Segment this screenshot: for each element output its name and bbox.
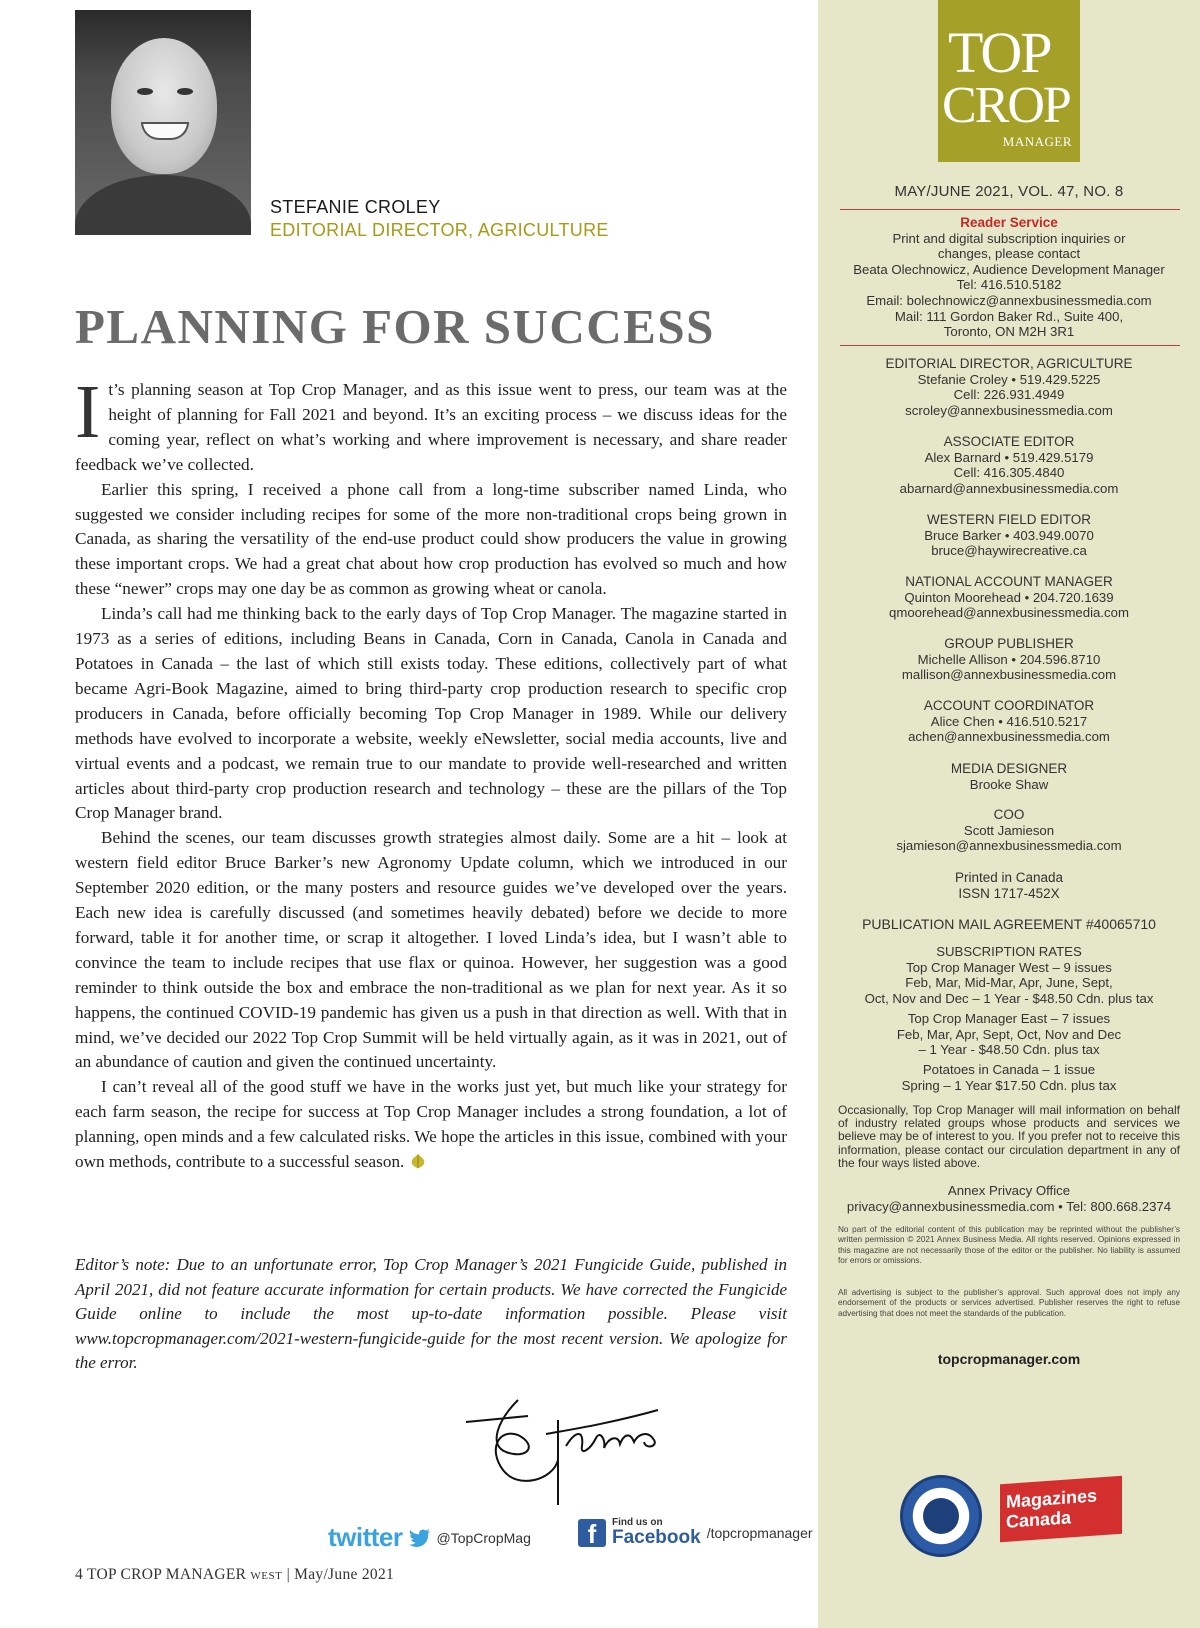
facebook-find-label: Find us on bbox=[612, 1517, 663, 1528]
publication-mail-agreement: PUBLICATION MAIL AGREEMENT #40065710 bbox=[862, 916, 1156, 932]
article-body bbox=[75, 370, 787, 1175]
footer-edition: WEST bbox=[250, 1570, 283, 1582]
article-paragraph: Linda’s call had me thinking back to the early days of Top Crop Manager. The magazine started in 1973 as a series of editions, including Beans in Canada, Corn in Canada, Canola in Canada and Potatoes in Canada – the last of which still exists today. These editions, collectively part of what became Agri-Book Magazine, aimed to bring third-party crop production research to specific crop producers in Canada, before officially becoming Top Crop Manager in 1989. While our delivery methods have evolved to incorporate a website, weekly eNewsletter, social media accounts, live and virtual events and a podcast, we remain true to our mandate to provide well-researched and written articles about third-party crop production research and technology – these are the pillars of the Top Crop Manager brand. bbox=[75, 604, 787, 823]
footer-magazine: TOP CROP MANAGER bbox=[86, 1566, 247, 1583]
editors-note: Editor’s note: Due to an unfortunate error, Top Crop Manager’s 2021 Fungicide Guide, published in April 2021, did not feature accurate information for certain products. We have corrected the Fungicide Guide online to include the most up-to-date information possible. Please visit www.topcropmanager.com/2021-western-fungicide-guide for the most recent version. We apologize for the error. bbox=[75, 1255, 787, 1372]
mailing-notice: Occasionally, Top Crop Manager will mail information on behalf of industry related groups whose products and services we believe may be of interest to you. If you prefer not to receive this information, please contact our circulation department in any of the four ways listed above. bbox=[838, 1103, 1180, 1170]
leaf-icon bbox=[409, 1152, 427, 1170]
staff-associate-editor: ASSOCIATE EDITOR Alex Barnard • 519.429.5179 Cell: 416.305.4840 abarnard@annexbusinessmedia.com bbox=[899, 434, 1119, 496]
facebook-handle: /topcropmanager bbox=[706, 1524, 813, 1541]
author-role: EDITORIAL DIRECTOR, AGRICULTURE bbox=[270, 220, 609, 240]
twitter-bird-icon bbox=[409, 1529, 431, 1547]
subscription-potatoes: Potatoes in Canada – 1 issue Spring – 1 Year $17.50 Cdn. plus tax bbox=[901, 1062, 1117, 1093]
staff-group-publisher: GROUP PUBLISHER Michelle Allison • 204.596.8710 mallison@annexbusinessmedia.com bbox=[901, 636, 1117, 683]
reader-service-title: Reader Service bbox=[960, 215, 1058, 230]
staff-media-designer: MEDIA DESIGNER Brooke Shaw bbox=[950, 761, 1068, 792]
subscription-east: Top Crop Manager East – 7 issues Feb, Mar, Apr, Sept, Oct, Nov and Dec – 1 Year - $48.50 Cdn. plus tax bbox=[896, 1011, 1122, 1058]
drop-cap: I bbox=[75, 370, 101, 454]
author-name: STEFANIE CROLEY bbox=[270, 197, 441, 217]
subscription-rates: SUBSCRIPTION RATES Top Crop Manager West – 9 issues Feb, Mar, Mid-Mar, Apr, June, Sept, Oct, Nov and Dec – 1 Year - $48.50 Cdn. plus tax bbox=[864, 944, 1154, 1006]
divider bbox=[840, 209, 1180, 210]
twitter-wordmark: twitter bbox=[328, 1522, 403, 1552]
staff-account-coordinator: ACCOUNT COORDINATOR Alice Chen • 416.510.5217 achen@annexbusinessmedia.com bbox=[908, 698, 1110, 745]
magazines-canada-logo: Magazines Canada bbox=[1000, 1476, 1122, 1543]
staff-western-field-editor: WESTERN FIELD EDITOR Bruce Barker • 403.949.0070 bruce@haywirecreative.ca bbox=[924, 512, 1094, 559]
issue-info: MAY/JUNE 2021, VOL. 47, NO. 8 bbox=[894, 183, 1124, 200]
page-footer bbox=[75, 1566, 394, 1584]
article-paragraph: Earlier this spring, I received a phone call from a long-time subscriber named Linda, who suggested we consider including recipes for some of the more non-traditional crops being grown in Canada, as sharing the versatility of the end-use product could show producers the value in growing these important crops. We had a great chat about how crop production has evolved so much and how these “newer” crops may one day be as common as growing wheat or canola. bbox=[75, 479, 787, 599]
author-photo bbox=[75, 10, 251, 235]
staff-editorial-director: EDITORIAL DIRECTOR, AGRICULTURE Stefanie Croley • 519.429.5225 Cell: 226.931.4949 scroley@annexbusinessmedia.com bbox=[885, 356, 1133, 418]
staff-coo: COO Scott Jamieson sjamieson@annexbusinessmedia.com bbox=[896, 807, 1122, 854]
website-link[interactable]: topcropmanager.com bbox=[937, 1351, 1081, 1367]
reader-service: Reader Service Print and digital subscription inquiries or changes, please contact Beata Olechnowicz, Audience Development Manager Tel: 416.510.5182 Email: bolechnowicz@annexbusinessmedia.com Mail: 111 Gordon Baker Rd., Suite 400, Toronto, ON M2H 3R1 bbox=[818, 215, 1200, 340]
facebook-icon: f bbox=[578, 1519, 606, 1547]
top-crop-manager-logo: TOP CROP MANAGER bbox=[938, 0, 1080, 162]
staff-national-account-manager: NATIONAL ACCOUNT MANAGER Quinton Moorehead • 204.720.1639 qmoorehead@annexbusinessmedia.com bbox=[889, 574, 1129, 621]
facebook-link[interactable] bbox=[578, 1518, 813, 1547]
footer-date: | May/June 2021 bbox=[286, 1566, 395, 1583]
copyright-notice: No part of the editorial content of this publication may be reprinted without the publisher’s written permission © 2021 Annex Business Media. All rights reserved. Opinions expressed in this magazine are not necessarily those of the editor or the publisher. No liability is assumed for errors or omissions. bbox=[838, 1225, 1180, 1266]
print-info: Printed in Canada ISSN 1717-452X bbox=[954, 870, 1064, 901]
divider bbox=[840, 345, 1180, 346]
privacy-office: Annex Privacy Office privacy@annexbusinessmedia.com • Tel: 800.668.2374 bbox=[846, 1183, 1172, 1214]
twitter-handle: @TopCropMag bbox=[436, 1529, 531, 1546]
article-paragraph: Behind the scenes, our team discusses growth strategies almost daily. Some are a hit – look at western field editor Bruce Barker’s new Agronomy Update column, which we introduced in our September 2020 edition, or the many posters and resource guides we’ve developed over the years. Each new idea is carefully discussed (and sometimes heavily debated) before we decide to more forward, table it for another time, or scrap it altogether. I loved Linda’s idea, but I wasn’t able to convince the team to include recipes that use flax or quinoa. However, her suggestion was a good reminder to think outside the box and embrace the non-traditional as we plan for next year. As it so happens, the continued COVID-19 pandemic has given us a push in that direction as well. With that in mind, we’ve decided our 2022 Top Crop Summit will be held virtually again, as it was in 2021, out of an abundance of caution and given the continued uncertainty. bbox=[75, 828, 787, 1072]
article-headline: PLANNING FOR SUCCESS bbox=[75, 299, 715, 354]
advertising-notice: All advertising is subject to the publisher’s approval. Such approval does not imply any endorsement of the products or services advertised. Publisher reserves the right to refuse advertising that does not meet the standards of the publication. bbox=[838, 1288, 1180, 1318]
twitter-link[interactable] bbox=[328, 1522, 531, 1553]
article-paragraph: I can’t reveal all of the good stuff we have in the works just yet, but much like your strategy for each farm season, the recipe for success at Top Crop Manager includes a strong foundation, a lot of planning, open minds and a few calculated risks. We hope the articles in this issue, combined with your own methods, contribute to a successful season. bbox=[75, 1077, 787, 1172]
masthead-sidebar bbox=[818, 0, 1200, 1628]
audit-seal-icon bbox=[900, 1475, 982, 1557]
signature bbox=[458, 1390, 678, 1510]
facebook-wordmark: Facebook bbox=[612, 1527, 701, 1548]
page-number: 4 bbox=[75, 1566, 84, 1583]
article-paragraph: It’s planning season at Top Crop Manager, and as this issue went to press, our team was at the height of planning for Fall 2021 and beyond. It’s an exciting process – we discuss ideas for the coming year, reflect on what’s working and where improvement is necessary, and share reader feedback we’ve collected. bbox=[75, 370, 787, 474]
